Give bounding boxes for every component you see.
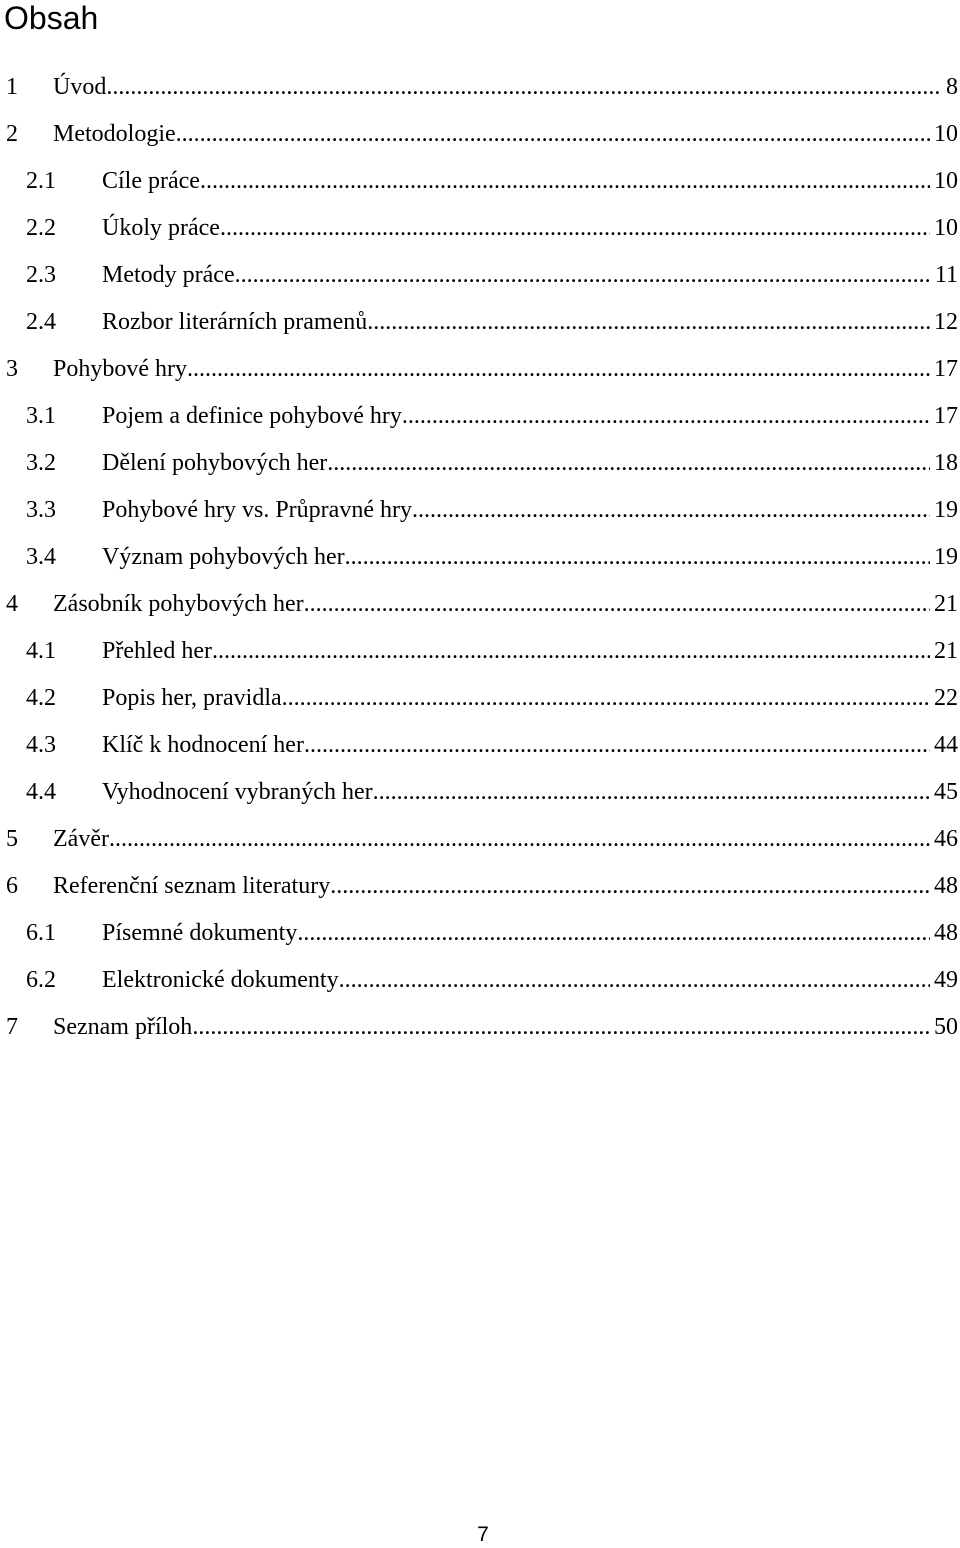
toc-entry-number: 4.2 (26, 685, 56, 711)
toc-entry-title: Cíle práce (102, 168, 200, 194)
toc-entry-line (102, 302, 960, 342)
toc-entry-page: 21 (934, 638, 958, 664)
dot-leader (412, 490, 930, 530)
toc-entry-line (53, 67, 960, 107)
toc-entry-number: 6 (6, 873, 18, 899)
toc-entry-title: Pojem a definice pohybové hry (102, 403, 402, 429)
toc-entry-page: 10 (934, 121, 958, 147)
toc-entry-number: 2.1 (26, 168, 56, 194)
toc-entry-title: Rozbor literárních pramenů (102, 309, 368, 335)
toc-entry-title: Písemné dokumenty (102, 920, 298, 946)
toc-entry (0, 255, 960, 302)
toc-entry-page: 44 (934, 732, 958, 758)
toc-entry-title: Referenční seznam literatury (53, 873, 331, 899)
toc-entry-line (102, 725, 960, 765)
toc-entry (0, 537, 960, 584)
toc-entry-title: Úkoly práce (102, 215, 220, 241)
table-of-contents (0, 67, 960, 1054)
toc-entry-number: 7 (6, 1014, 18, 1040)
toc-entry-title: Metodologie (53, 121, 176, 147)
dot-leader (187, 349, 930, 389)
dot-leader (373, 772, 930, 812)
toc-entry-number: 3.4 (26, 544, 56, 570)
toc-entry-number: 3.2 (26, 450, 56, 476)
toc-entry-number: 2.2 (26, 215, 56, 241)
toc-entry-line (102, 208, 960, 248)
toc-entry-page: 10 (934, 168, 958, 194)
toc-entry-page: 22 (934, 685, 958, 711)
toc-entry (0, 114, 960, 161)
toc-entry-number: 2 (6, 121, 18, 147)
toc-entry (0, 396, 960, 443)
toc-entry-line (102, 443, 960, 483)
dot-leader (200, 161, 930, 201)
dot-leader (402, 396, 930, 436)
toc-entry-line (53, 819, 960, 859)
toc-entry (0, 631, 960, 678)
toc-entry-number: 2.3 (26, 262, 56, 288)
toc-entry-page: 18 (934, 450, 958, 476)
toc-entry (0, 161, 960, 208)
toc-entry-number: 3.3 (26, 497, 56, 523)
toc-entry-page: 19 (934, 544, 958, 570)
dot-leader (106, 67, 942, 107)
toc-entry-title: Vyhodnocení vybraných her (102, 779, 373, 805)
toc-entry-title: Úvod (53, 74, 107, 100)
toc-entry (0, 725, 960, 772)
toc-entry-page: 19 (934, 497, 958, 523)
toc-entry-line (53, 349, 960, 389)
page-title: Obsah (4, 0, 99, 36)
toc-entry-page: 21 (934, 591, 958, 617)
toc-entry (0, 443, 960, 490)
dot-leader (220, 208, 930, 248)
dot-leader (212, 631, 930, 671)
dot-leader (304, 584, 930, 624)
dot-leader (235, 255, 931, 295)
toc-entry-line (102, 772, 960, 812)
toc-entry-page: 48 (934, 873, 958, 899)
toc-entry-page: 50 (934, 1014, 958, 1040)
toc-entry (0, 302, 960, 349)
toc-entry-title: Pohybové hry vs. Průpravné hry (102, 497, 412, 523)
dot-leader (192, 1007, 930, 1047)
toc-entry (0, 490, 960, 537)
toc-entry (0, 866, 960, 913)
dot-leader (367, 302, 930, 342)
dot-leader (109, 819, 930, 859)
toc-entry-number: 2.4 (26, 309, 56, 335)
toc-entry-page: 11 (934, 262, 958, 288)
dot-leader (345, 537, 930, 577)
toc-entry (0, 678, 960, 725)
dot-leader (327, 443, 930, 483)
toc-entry-line (102, 537, 960, 577)
toc-entry-title: Elektronické dokumenty (102, 967, 339, 993)
toc-entry-line (53, 584, 960, 624)
toc-entry (0, 349, 960, 396)
toc-entry (0, 819, 960, 866)
toc-entry-number: 4.4 (26, 779, 56, 805)
toc-entry-title: Zásobník pohybových her (53, 591, 304, 617)
toc-entry-title: Klíč k hodnocení her (102, 732, 304, 758)
toc-entry (0, 960, 960, 1007)
toc-entry-title: Metody práce (102, 262, 235, 288)
dot-leader (282, 678, 930, 718)
page-number: 7 (477, 1523, 489, 1546)
toc-entry-line (102, 913, 960, 953)
toc-entry-title: Dělení pohybových her (102, 450, 328, 476)
toc-entry-title: Seznam příloh (53, 1014, 193, 1040)
toc-entry (0, 584, 960, 631)
toc-entry-title: Pohybové hry (53, 356, 187, 382)
toc-entry-line (102, 960, 960, 1000)
toc-entry-line (53, 1007, 960, 1047)
dot-leader (330, 866, 930, 906)
dot-leader (339, 960, 930, 1000)
toc-entry-number: 4.1 (26, 638, 56, 664)
toc-entry-page: 10 (934, 215, 958, 241)
dot-leader (297, 913, 930, 953)
toc-entry (0, 772, 960, 819)
toc-entry (0, 208, 960, 255)
toc-entry-page: 8 (946, 74, 958, 100)
toc-entry (0, 67, 960, 114)
toc-entry-line (102, 490, 960, 530)
toc-entry-line (102, 161, 960, 201)
toc-entry-page: 12 (934, 309, 958, 335)
toc-entry-page: 46 (934, 826, 958, 852)
toc-entry-page: 45 (934, 779, 958, 805)
toc-entry-number: 4.3 (26, 732, 56, 758)
toc-entry-title: Význam pohybových her (102, 544, 345, 570)
toc-entry-number: 1 (6, 74, 18, 100)
toc-entry-number: 6.2 (26, 967, 56, 993)
toc-entry-number: 4 (6, 591, 18, 617)
dot-leader (176, 114, 930, 154)
toc-entry (0, 1007, 960, 1054)
toc-entry-title: Závěr (53, 826, 109, 852)
toc-entry-line (102, 255, 960, 295)
toc-entry-number: 3 (6, 356, 18, 382)
toc-entry-number: 5 (6, 826, 18, 852)
toc-entry-number: 6.1 (26, 920, 56, 946)
toc-entry-title: Popis her, pravidla (102, 685, 282, 711)
toc-entry-page: 17 (934, 403, 958, 429)
toc-entry-line (102, 631, 960, 671)
toc-entry-line (102, 678, 960, 718)
toc-entry-line (102, 396, 960, 436)
toc-entry-line (53, 866, 960, 906)
toc-entry-page: 17 (934, 356, 958, 382)
dot-leader (304, 725, 930, 765)
toc-entry-line (53, 114, 960, 154)
toc-entry-page: 49 (934, 967, 958, 993)
toc-entry (0, 913, 960, 960)
toc-entry-page: 48 (934, 920, 958, 946)
toc-entry-number: 3.1 (26, 403, 56, 429)
toc-entry-title: Přehled her (102, 638, 212, 664)
